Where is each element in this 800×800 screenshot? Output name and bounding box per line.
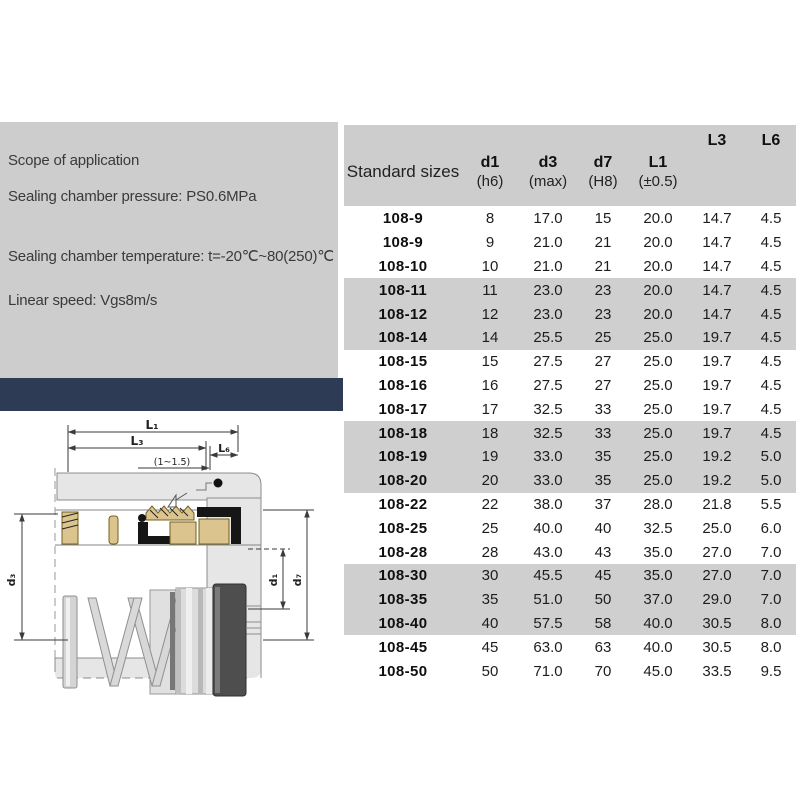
table-row [344, 659, 796, 683]
header-d3-top: d3 [538, 154, 558, 172]
l3-cell: 29.0 [702, 591, 732, 609]
d7-cell: 27 [594, 353, 612, 371]
header-d1-top: d1 [480, 154, 500, 172]
size-cell: 108-11 [378, 281, 428, 299]
d3-cell: 38.0 [533, 495, 563, 513]
size-cell: 108-50 [378, 662, 428, 680]
l6-cell: 7.0 [760, 567, 782, 585]
l1-cell: 35.0 [643, 543, 673, 561]
l1-cell: 37.0 [643, 591, 673, 609]
d7-cell: 27 [594, 376, 612, 394]
d1-cell: 10 [481, 257, 499, 275]
l1-cell: 25.0 [643, 353, 673, 371]
l1-cell: 45.0 [643, 662, 673, 680]
d1-cell: 17 [481, 400, 499, 418]
d7-cell: 33 [594, 424, 612, 442]
d3-cell: 27.5 [533, 353, 563, 371]
l1-cell: 40.0 [643, 614, 673, 632]
label-l1: L₁ [145, 418, 159, 432]
l3-cell: 19.7 [702, 400, 732, 418]
table-row [344, 493, 796, 517]
size-cell: 108-9 [382, 210, 424, 228]
d1-cell: 11 [482, 281, 498, 299]
l1-cell: 25.0 [643, 472, 673, 490]
d3-cell: 43.0 [533, 543, 563, 561]
size-cell: 108-14 [378, 329, 428, 347]
l3-cell: 30.5 [702, 638, 732, 656]
pressure-line: Sealing chamber pressure: PS0.6MPa [8, 188, 257, 205]
d3-cell: 25.5 [533, 329, 563, 347]
size-cell: 108-17 [378, 400, 428, 418]
header-d7-sub: (H8) [588, 173, 618, 191]
d1-cell: 19 [481, 448, 499, 466]
header-l6 [746, 125, 796, 206]
d3-cell: 32.5 [533, 424, 563, 442]
header-l6-top: L6 [761, 132, 781, 149]
d7-cell: 63 [594, 638, 612, 656]
l3-cell: 19.2 [702, 472, 732, 490]
l1-cell: 20.0 [643, 305, 673, 323]
l1-cell: 35.0 [643, 567, 673, 585]
d7-cell: 40 [594, 519, 612, 537]
l1-cell: 25.0 [643, 424, 673, 442]
bellows-elastomer [138, 522, 170, 544]
d3-cell: 32.5 [533, 400, 563, 418]
size-cell: 108-10 [378, 257, 428, 275]
d3-cell: 17.0 [533, 210, 563, 228]
d7-cell: 15 [594, 210, 612, 228]
l6-cell: 6.0 [760, 519, 782, 537]
d3-cell: 33.0 [533, 448, 563, 466]
l6-cell: 4.5 [760, 257, 782, 275]
d1-cell: 20 [481, 472, 499, 490]
l6-cell: 5.0 [760, 448, 782, 466]
table-row [344, 445, 796, 469]
l6-cell: 5.5 [760, 495, 782, 513]
l6-cell: 4.5 [760, 305, 782, 323]
table-row [344, 397, 796, 421]
header-d7 [578, 125, 628, 206]
oring-dot-top [214, 479, 223, 488]
d1-cell: 9 [485, 234, 495, 252]
d1-cell: 35 [481, 591, 499, 609]
d3-cell: 57.5 [533, 614, 563, 632]
d1-cell: 22 [481, 495, 499, 513]
table-row [344, 350, 796, 374]
header-l1 [628, 125, 688, 206]
l6-cell: 7.0 [760, 543, 782, 561]
l3-cell: 27.0 [702, 567, 732, 585]
table-row [344, 469, 796, 493]
size-cell: 108-18 [378, 424, 428, 442]
d3-cell: 27.5 [533, 376, 563, 394]
table-row [344, 540, 796, 564]
d7-cell: 35 [594, 472, 612, 490]
table-row [344, 302, 796, 326]
d1-cell: 30 [481, 567, 499, 585]
label-clearance: (1~1.5) [153, 457, 191, 468]
header-d3 [518, 125, 578, 206]
divider-bar [0, 378, 343, 411]
d3-cell: 40.0 [533, 519, 563, 537]
size-cell: 108-30 [378, 567, 428, 585]
l3-cell: 14.7 [702, 234, 732, 252]
header-l1-top: L1 [648, 154, 668, 172]
seal-diagram-svg [0, 410, 345, 702]
d7-cell: 21 [594, 234, 612, 252]
d1-cell: 28 [481, 543, 499, 561]
d1-cell: 18 [481, 424, 499, 442]
l1-cell: 40.0 [643, 638, 673, 656]
l3-cell: 25.0 [702, 519, 732, 537]
l6-cell: 4.5 [760, 424, 782, 442]
d3-cell: 45.5 [533, 567, 563, 585]
l3-cell: 27.0 [702, 543, 732, 561]
l3-cell: 19.7 [702, 424, 732, 442]
size-cell: 108-16 [378, 376, 428, 394]
l3-cell: 19.2 [702, 448, 732, 466]
d1-cell: 16 [481, 376, 499, 394]
label-l3: L₃ [130, 434, 144, 448]
d3-cell: 51.0 [533, 591, 563, 609]
l6-cell: 9.5 [760, 662, 782, 680]
table-row [344, 231, 796, 255]
size-cell: 108-25 [378, 519, 428, 537]
size-cell: 108-28 [378, 543, 428, 561]
l3-cell: 14.7 [702, 210, 732, 228]
header-l1-sub: (±0.5) [638, 173, 678, 191]
seal-face-section [170, 522, 196, 544]
standard-sizes-table [344, 125, 796, 683]
l6-cell: 8.0 [760, 614, 782, 632]
header-d7-top: d7 [593, 154, 613, 172]
d1-cell: 12 [481, 305, 499, 323]
d7-cell: 58 [594, 614, 612, 632]
scope-title: Scope of application [8, 152, 140, 169]
d7-cell: 35 [594, 448, 612, 466]
size-cell: 108-9 [382, 234, 424, 252]
table-row [344, 326, 796, 350]
l6-cell: 4.5 [760, 329, 782, 347]
l1-cell: 20.0 [643, 281, 673, 299]
header-d3-sub: (max) [528, 173, 568, 191]
size-cell: 108-20 [378, 472, 428, 490]
d3-cell: 21.0 [533, 234, 563, 252]
l1-cell: 32.5 [643, 519, 673, 537]
d1-cell: 25 [481, 519, 499, 537]
table-row [344, 564, 796, 588]
l6-cell: 4.5 [760, 376, 782, 394]
d3-cell: 23.0 [533, 305, 563, 323]
l1-cell: 25.0 [643, 376, 673, 394]
size-cell: 108-15 [378, 353, 428, 371]
header-l3 [688, 125, 746, 206]
d7-cell: 50 [594, 591, 612, 609]
d7-cell: 37 [594, 495, 612, 513]
header-l3-top: L3 [707, 132, 727, 149]
d7-cell: 25 [594, 329, 612, 347]
d7-cell: 45 [594, 567, 612, 585]
l6-cell: 4.5 [760, 353, 782, 371]
l3-cell: 14.7 [702, 257, 732, 275]
l3-cell: 19.7 [702, 353, 732, 371]
l1-cell: 20.0 [643, 210, 673, 228]
stationary-seat-section [199, 519, 229, 544]
l6-cell: 8.0 [760, 638, 782, 656]
l3-cell: 14.7 [702, 305, 732, 323]
d3-cell: 63.0 [533, 638, 563, 656]
l3-cell: 19.7 [702, 329, 732, 347]
l1-cell: 25.0 [643, 448, 673, 466]
d3-cell: 71.0 [533, 662, 563, 680]
header-standard-sizes: Standard sizes [346, 161, 460, 181]
table-header [344, 125, 796, 206]
label-d1: d₁ [267, 573, 280, 587]
d1-cell: 15 [481, 353, 499, 371]
d7-cell: 23 [594, 305, 612, 323]
spring-assembly-pictorial [63, 584, 261, 696]
d7-cell: 23 [594, 281, 612, 299]
l6-cell: 4.5 [760, 400, 782, 418]
table-row [344, 374, 796, 398]
scope-of-application-panel [0, 122, 338, 378]
l3-cell: 30.5 [702, 614, 732, 632]
d7-cell: 33 [594, 400, 612, 418]
l1-cell: 20.0 [643, 257, 673, 275]
size-cell: 108-45 [378, 638, 428, 656]
table-row [344, 635, 796, 659]
l3-cell: 21.8 [702, 495, 732, 513]
table-row [344, 612, 796, 636]
d1-cell: 40 [481, 614, 499, 632]
label-l6: L₆ [218, 442, 230, 455]
size-cell: 108-22 [378, 495, 428, 513]
l1-cell: 25.0 [643, 400, 673, 418]
d3-cell: 33.0 [533, 472, 563, 490]
d1-cell: 14 [481, 329, 499, 347]
table-row [344, 255, 796, 279]
l3-cell: 14.7 [702, 281, 732, 299]
size-cell: 108-40 [378, 614, 428, 632]
d1-cell: 45 [481, 638, 499, 656]
size-cell: 108-12 [378, 305, 428, 323]
d7-cell: 43 [594, 543, 612, 561]
d7-cell: 21 [594, 257, 612, 275]
d3-cell: 23.0 [533, 281, 563, 299]
label-d3: d₃ [5, 573, 18, 587]
table-row [344, 278, 796, 302]
size-cell: 108-19 [378, 448, 428, 466]
l3-cell: 19.7 [702, 376, 732, 394]
table-row [344, 207, 796, 231]
l6-cell: 7.0 [760, 591, 782, 609]
d1-cell: 8 [485, 210, 495, 228]
l1-cell: 20.0 [643, 234, 673, 252]
table-body [344, 207, 796, 683]
l1-cell: 28.0 [643, 495, 673, 513]
l6-cell: 4.5 [760, 281, 782, 299]
l6-cell: 4.5 [760, 234, 782, 252]
seal-cross-section-diagram [0, 410, 345, 702]
table-row [344, 516, 796, 540]
size-cell: 108-35 [378, 591, 428, 609]
d1-cell: 50 [481, 662, 499, 680]
d7-cell: 70 [594, 662, 612, 680]
temperature-line: Sealing chamber temperature: t=-20℃~80(250)℃ [8, 248, 334, 265]
l6-cell: 5.0 [760, 472, 782, 490]
l3-cell: 33.5 [702, 662, 732, 680]
table-row [344, 588, 796, 612]
l1-cell: 25.0 [643, 329, 673, 347]
header-d1 [462, 125, 518, 206]
header-d1-sub: (h6) [476, 173, 504, 191]
label-d7: d₇ [291, 573, 304, 587]
table-row [344, 421, 796, 445]
linear-speed-line: Linear speed: Vgs8m/s [8, 292, 158, 309]
l6-cell: 4.5 [760, 210, 782, 228]
d3-cell: 21.0 [533, 257, 563, 275]
